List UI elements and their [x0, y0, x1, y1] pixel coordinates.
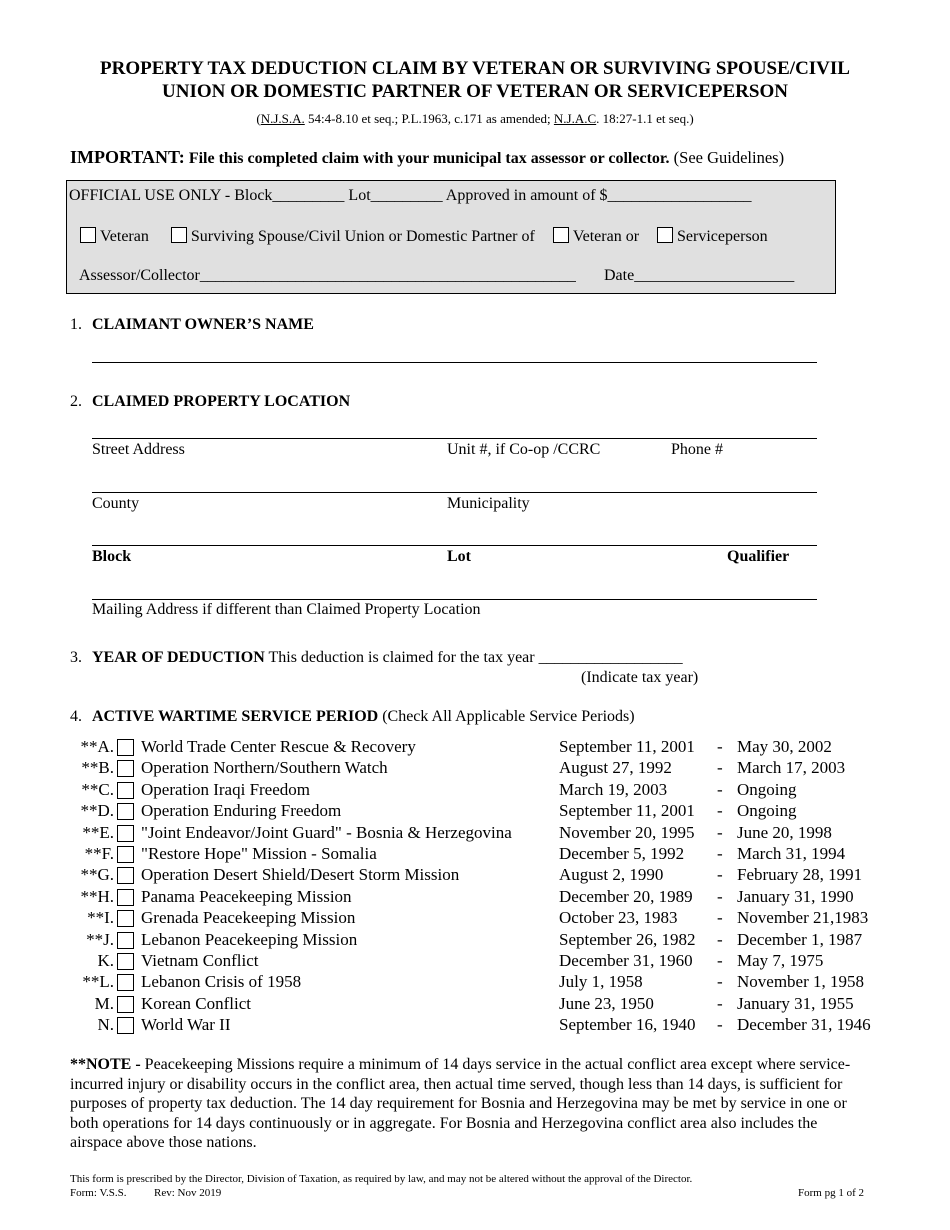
period-start-date: March 19, 2003 [559, 779, 668, 799]
form-title-line-1: PROPERTY TAX DEDUCTION CLAIM BY VETERAN OR SURVIVING SPOUSE/CIVIL [100, 58, 850, 79]
period-start-date: November 20, 1995 [559, 822, 695, 842]
period-dash: - [717, 779, 723, 799]
period-code: **C. [81, 779, 114, 799]
tax-year-hint: (Indicate tax year) [581, 669, 699, 686]
period-end-date: January 31, 1990 [737, 886, 854, 906]
service-period-row [70, 737, 900, 758]
surviving-spouse-checkbox[interactable] [171, 227, 187, 243]
period-code: **F. [84, 844, 114, 863]
period-code: **B. [81, 758, 114, 778]
period-dash: - [717, 929, 723, 949]
section-2-number: 2. [70, 393, 82, 410]
veteran-or-checkbox[interactable] [553, 227, 569, 243]
period-start-date: June 23, 1950 [559, 993, 654, 1013]
period-checkbox[interactable] [117, 867, 134, 884]
period-checkbox[interactable] [117, 1017, 134, 1034]
period-checkbox[interactable] [117, 825, 134, 842]
period-name: Lebanon Peacekeeping Mission [141, 929, 358, 949]
service-period-row [70, 780, 900, 801]
block-lot-line[interactable] [92, 545, 817, 546]
period-dash: - [717, 844, 723, 863]
period-dash: - [717, 993, 723, 1013]
section-3-number: 3. [70, 649, 82, 666]
veteran-or-label: Veteran or [572, 228, 640, 245]
period-name: "Joint Endeavor/Joint Guard" - Bosnia & Herzegovina [141, 822, 512, 842]
period-name: Lebanon Crisis of 1958 [141, 972, 302, 992]
period-code: K. [97, 951, 114, 970]
section-1-title: CLAIMANT OWNER’S NAME [92, 316, 314, 333]
period-name: World War II [141, 1015, 231, 1035]
period-end-date: May 7, 1975 [737, 951, 824, 970]
section-4-heading [92, 708, 635, 726]
period-name: Grenada Peacekeeping Mission [141, 908, 356, 928]
period-end-date: March 31, 1994 [737, 844, 846, 863]
mailing-address-label: Mailing Address if different than Claimed Property Location [92, 601, 481, 618]
service-period-row [70, 1015, 900, 1036]
period-code: **D. [80, 801, 114, 821]
period-code: **E. [82, 822, 114, 842]
veteran-label: Veteran [100, 228, 149, 245]
period-checkbox[interactable] [117, 953, 134, 970]
period-start-date: July 1, 1958 [559, 972, 643, 992]
period-name: Vietnam Conflict [141, 951, 259, 970]
veteran-checkbox[interactable] [80, 227, 96, 243]
period-dash: - [717, 822, 723, 842]
period-checkbox[interactable] [117, 782, 134, 799]
section-4-number: 4. [70, 708, 82, 725]
section-2-title: CLAIMED PROPERTY LOCATION [92, 393, 351, 410]
citation-njsa: N.J.S.A. [260, 111, 305, 126]
period-code: **I. [87, 908, 114, 928]
important-notice [70, 147, 784, 168]
important-label: IMPORTANT: [70, 147, 185, 167]
period-checkbox[interactable] [117, 932, 134, 949]
period-end-date: December 1, 1987 [737, 929, 863, 949]
unit-label: Unit #, if Co-op /CCRC [447, 441, 601, 458]
street-address-label: Street Address [92, 441, 185, 458]
important-text: File this completed claim with your municipal tax assessor or collector. [188, 150, 670, 167]
period-end-date: March 17, 2003 [737, 758, 846, 778]
service-period-row [70, 972, 900, 993]
citation-njac: N.J.A.C [553, 111, 597, 126]
service-period-row [70, 801, 900, 822]
period-code: **H. [80, 886, 114, 906]
note-text: Peacekeeping Missions require a minimum of 14 days service in the actual conflict area except where service-incurred injury or disability occurs in the conflict area, then actual time served, though less than 14 days, is sufficient for purposes of property tax deduction. The 14 day requirement for Bosnia and Herzegovina may be met by service in one or both operations for 14 days continuously or in aggregate. For Bosnia and Herzegovina conflict area also includes the airspace above those nations. [70, 1056, 851, 1152]
footer-form-id: Form: V.S.S. [70, 1187, 127, 1199]
street-address-line[interactable] [92, 438, 817, 439]
period-code: **A. [80, 737, 114, 756]
date-line: Date____________________ [604, 267, 795, 284]
footer-prescribed: This form is prescribed by the Director, Division of Taxation, as required by law, and may not be altered without the approval of the Director. [70, 1173, 693, 1185]
block-label: Block [92, 548, 132, 565]
official-use-box [66, 180, 836, 294]
period-start-date: December 5, 1992 [559, 844, 685, 863]
citation-end: . 18:27-1.1 et seq.) [596, 111, 694, 126]
note-label: **NOTE - [70, 1056, 141, 1073]
period-end-date: Ongoing [737, 779, 797, 799]
section-1-number: 1. [70, 316, 82, 333]
period-name: Korean Conflict [141, 993, 251, 1013]
statute-citation [0, 111, 950, 127]
period-checkbox[interactable] [117, 760, 134, 777]
official-use-line: OFFICIAL USE ONLY - Block_________ Lot_________ Approved in amount of $__________________ [69, 187, 752, 204]
citation-mid: 54:4-8.10 et seq.; P.L.1963, c.171 as amended; [304, 111, 554, 126]
period-checkbox[interactable] [117, 846, 134, 863]
period-dash: - [717, 908, 723, 928]
period-end-date: June 20, 1998 [737, 822, 832, 842]
period-checkbox[interactable] [117, 996, 134, 1013]
official-checkbox-row [80, 227, 768, 246]
period-name: "Restore Hope" Mission - Somalia [141, 844, 377, 863]
period-start-date: September 16, 1940 [559, 1015, 696, 1035]
service-period-row [70, 823, 900, 844]
note-paragraph [70, 1055, 870, 1153]
period-dash: - [717, 951, 723, 970]
period-dash: - [717, 758, 723, 778]
period-end-date: May 30, 2002 [737, 737, 832, 756]
period-dash: - [717, 737, 723, 756]
period-checkbox[interactable] [117, 910, 134, 927]
assessor-line: Assessor/Collector_______________________________________________ [79, 267, 576, 284]
service-period-row [70, 758, 900, 779]
period-name: Operation Enduring Freedom [141, 801, 342, 821]
period-end-date: November 21,1983 [737, 908, 869, 928]
section-4-title: ACTIVE WARTIME SERVICE PERIOD [92, 708, 379, 725]
period-start-date: September 26, 1982 [559, 929, 696, 949]
service-period-row [70, 951, 900, 972]
citation-open: ( [256, 111, 261, 126]
period-code: N. [97, 1015, 114, 1035]
period-checkbox[interactable] [117, 803, 134, 820]
period-checkbox[interactable] [117, 739, 134, 756]
period-start-date: September 11, 2001 [559, 737, 695, 756]
footer-revision: Rev: Nov 2019 [154, 1187, 222, 1199]
county-line[interactable] [92, 492, 817, 493]
period-end-date: February 28, 1991 [737, 865, 863, 885]
period-end-date: January 31, 1955 [737, 993, 854, 1013]
period-dash: - [717, 886, 723, 906]
county-label: County [92, 495, 140, 512]
service-period-row [70, 994, 900, 1015]
period-dash: - [717, 972, 723, 992]
mailing-address-line[interactable] [92, 599, 817, 600]
section-4-subtitle: (Check All Applicable Service Periods) [382, 708, 635, 725]
tax-year-field[interactable]: This deduction is claimed for the tax year __________________ [268, 649, 683, 666]
serviceperson-checkbox[interactable] [657, 227, 673, 243]
municipality-label: Municipality [447, 495, 530, 512]
serviceperson-label: Serviceperson [677, 228, 768, 245]
period-end-date: November 1, 1958 [737, 972, 865, 992]
period-dash: - [717, 865, 723, 885]
section-3-title: YEAR OF DEDUCTION [92, 649, 265, 666]
period-start-date: August 2, 1990 [559, 865, 664, 885]
period-start-date: October 23, 1983 [559, 908, 678, 928]
period-dash: - [717, 801, 723, 821]
period-start-date: December 31, 1960 [559, 951, 693, 970]
period-start-date: December 20, 1989 [559, 886, 693, 906]
qualifier-label: Qualifier [727, 548, 790, 565]
period-dash: - [717, 1015, 723, 1035]
claimant-name-line[interactable] [92, 362, 817, 363]
period-end-date: December 31, 1946 [737, 1015, 871, 1035]
service-period-row [70, 865, 900, 886]
period-name: World Trade Center Rescue & Recovery [141, 737, 416, 756]
period-code: M. [94, 993, 114, 1013]
form-title-line-2: UNION OR DOMESTIC PARTNER OF VETERAN OR SERVICEPERSON [162, 81, 788, 102]
important-suffix: (See Guidelines) [673, 148, 785, 167]
period-start-date: September 11, 2001 [559, 801, 695, 821]
footer-page-number: Form pg 1 of 2 [798, 1187, 864, 1199]
period-code: **J. [86, 929, 114, 949]
lot-label: Lot [447, 548, 471, 565]
surviving-spouse-label: Surviving Spouse/Civil Union or Domestic Partner of [190, 228, 535, 245]
period-name: Operation Desert Shield/Desert Storm Mission [141, 865, 460, 885]
section-3-text [92, 649, 683, 667]
service-period-row [70, 908, 900, 929]
service-period-row [70, 887, 900, 908]
period-name: Operation Northern/Southern Watch [141, 758, 388, 778]
period-code: **L. [82, 972, 114, 992]
phone-label: Phone # [671, 441, 723, 458]
period-start-date: August 27, 1992 [559, 758, 672, 778]
period-end-date: Ongoing [737, 801, 797, 821]
period-code: **G. [80, 865, 114, 885]
service-period-row [70, 930, 900, 951]
period-name: Operation Iraqi Freedom [141, 779, 310, 799]
period-name: Panama Peacekeeping Mission [141, 886, 352, 906]
service-period-row [70, 844, 900, 865]
period-checkbox[interactable] [117, 974, 134, 991]
period-checkbox[interactable] [117, 889, 134, 906]
